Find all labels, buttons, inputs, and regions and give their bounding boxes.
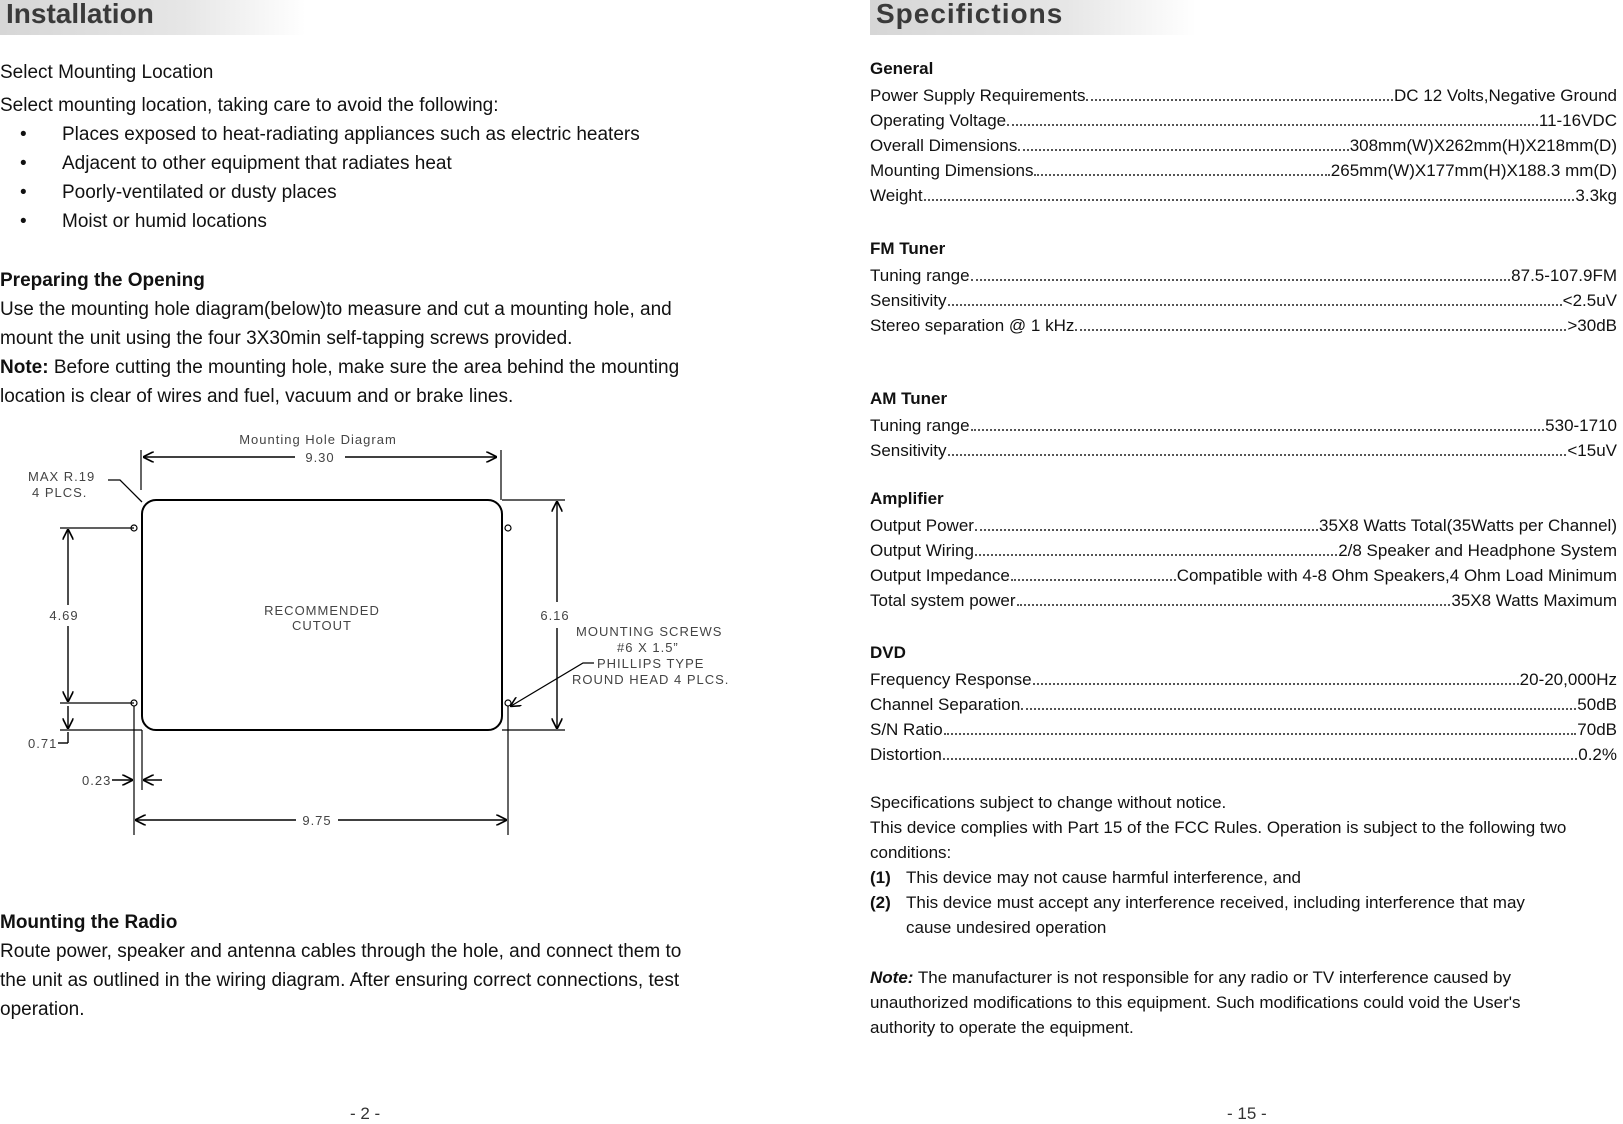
spec-group-title: AM Tuner: [870, 389, 948, 408]
note-line-1: [870, 965, 1623, 990]
note-line-1: [0, 357, 679, 379]
condition-number: (2): [870, 893, 891, 912]
spec-row: [870, 156, 1617, 181]
manufacturer-note: [870, 965, 1623, 1040]
spec-label: Tuning range: [870, 416, 970, 435]
spec-label: Sensitivity: [870, 291, 947, 310]
change-notice: Specifications subject to change without notice.: [870, 793, 1227, 812]
spec-value: 2/8 Speaker and Headphone System: [1338, 541, 1617, 560]
left-offset-label: 0.23: [82, 773, 112, 788]
note-line-2: unauthorized modifications to this equipment. Such modifications could void the User's: [870, 993, 1521, 1012]
screw-hole: [505, 525, 511, 531]
screws-label-3: PHILLIPS TYPE: [597, 656, 705, 671]
mounting-text-line-1: Route power, speaker and antenna cables through the hole, and connect them to: [0, 941, 682, 962]
mounting-hole-diagram: [0, 432, 760, 870]
spec-value: 0.2%: [1578, 745, 1617, 764]
spec-label: Frequency Response: [870, 670, 1032, 689]
note-text: The manufacturer is not responsible for any radio or TV interference caused by: [913, 968, 1511, 987]
spec-group-am-tuner: [870, 386, 1623, 461]
spec-label: Distortion: [870, 745, 942, 764]
spec-row: [870, 740, 1617, 765]
spec-value: 35X8 Watts Maximum: [1451, 591, 1617, 610]
spec-group-title: Amplifier: [870, 489, 944, 508]
spec-value: <15uV: [1567, 441, 1617, 460]
spec-label: S/N Ratio: [870, 720, 943, 739]
mounting-text-line-3: operation.: [0, 999, 85, 1020]
left-page: [0, 0, 760, 1123]
screw-hole: [505, 700, 511, 706]
spec-row: [870, 690, 1617, 715]
note-label: Note:: [0, 357, 49, 378]
bullet-mark: •: [20, 182, 27, 203]
spec-row: [870, 106, 1617, 131]
spec-group-amplifier: [870, 486, 1623, 611]
right-page: [870, 0, 1623, 1123]
spec-label: Sensitivity: [870, 441, 947, 460]
list-item: Moist or humid locations: [62, 211, 267, 232]
spec-row: [870, 665, 1617, 690]
spec-value: 308mm(W)X262mm(H)X218mm(D): [1349, 136, 1617, 155]
fcc-text-line-1: This device complies with Part 15 of the FCC Rules. Operation is subject to the following two: [870, 818, 1567, 837]
condition-text: This device may not cause harmful interference, and: [906, 868, 1301, 887]
spec-value: 265mm(W)X177mm(H)X188.3 mm(D): [1330, 161, 1617, 180]
list-item: Poorly-ventilated or dusty places: [62, 182, 337, 203]
spec-group-title: FM Tuner: [870, 239, 946, 258]
width-bottom-label: 9.75: [302, 813, 332, 828]
height-left-label: 4.69: [49, 608, 79, 623]
spec-label: Stereo separation @ 1 kHz: [870, 316, 1075, 335]
spec-row: [870, 286, 1617, 311]
spec-group-fm-tuner: [870, 236, 1623, 336]
spec-label: Tuning range: [870, 266, 970, 285]
select-location-intro: Select mounting location, taking care to avoid the following:: [0, 95, 499, 116]
note-line-2: location is clear of wires and fuel, vacuum and or brake lines.: [0, 386, 514, 407]
spec-value: 70dB: [1577, 720, 1617, 739]
diagram-title: Mounting Hole Diagram: [239, 432, 397, 447]
condition-2: [870, 890, 1623, 915]
spec-value: >30dB: [1567, 316, 1617, 335]
spec-row: [870, 536, 1617, 561]
spec-label: Output Power: [870, 516, 974, 535]
spec-row: [870, 81, 1617, 106]
spec-value: 50dB: [1577, 695, 1617, 714]
spec-label: Power Supply Requirements: [870, 86, 1086, 105]
spec-value: DC 12 Volts,Negative Ground: [1393, 86, 1617, 105]
spec-row: [870, 131, 1617, 156]
spec-value: 11-16VDC: [1538, 111, 1617, 130]
note-line-3: authority to operate the equipment.: [870, 1018, 1134, 1037]
bullet-mark: •: [20, 211, 27, 232]
spec-row: [870, 511, 1617, 536]
installation-heading: Installation: [0, 0, 306, 35]
fcc-text-line-2: conditions:: [870, 843, 952, 862]
list-item: Places exposed to heat-radiating appliances such as electric heaters: [62, 124, 640, 145]
bottom-offset-label: 0.71: [28, 736, 58, 751]
corner-radius-label-2: 4 PLCS.: [32, 485, 88, 500]
page-number: - 2 -: [350, 1104, 381, 1123]
mounting-title: Mounting the Radio: [0, 912, 178, 933]
spec-value: 87.5-107.9FM: [1511, 266, 1617, 285]
select-location-title: Select Mounting Location: [0, 62, 214, 83]
spec-label: Channel Separation: [870, 695, 1021, 714]
spec-row: [870, 715, 1617, 740]
condition-text: This device must accept any interference received, including interference that may: [906, 893, 1525, 912]
spec-group-general: [870, 56, 1623, 206]
note-text: Before cutting the mounting hole, make sure the area behind the mounting: [48, 357, 680, 378]
condition-2-continued: cause undesired operation: [906, 918, 1107, 937]
bullet-mark: •: [20, 124, 27, 145]
spec-value: 35X8 Watts Total(35Watts per Channel): [1319, 516, 1617, 535]
preparing-text-line-2: mount the unit using the four 3X30min self-tapping screws provided.: [0, 328, 573, 349]
preparing-title: Preparing the Opening: [0, 270, 205, 291]
spec-label: Output Impedance: [870, 566, 1010, 585]
leader-line: [108, 480, 142, 502]
spec-label: Total system power: [870, 591, 1016, 610]
preparing-text-line-1: Use the mounting hole diagram(below)to measure and cut a mounting hole, and: [0, 299, 672, 320]
spec-row: [870, 411, 1617, 436]
spec-label: Output Wiring: [870, 541, 974, 560]
spec-group-dvd: [870, 640, 1623, 765]
list-item: Adjacent to other equipment that radiates heat: [62, 153, 452, 174]
width-top-label: 9.30: [305, 450, 335, 465]
spec-value: 3.3kg: [1575, 186, 1617, 205]
corner-radius-label-1: MAX R.19: [28, 469, 96, 484]
spec-group-title: General: [870, 59, 934, 78]
spec-row: [870, 586, 1617, 611]
spec-label: Operating Voltage: [870, 111, 1007, 130]
condition-number: (1): [870, 868, 891, 887]
page-number: - 15 -: [1227, 1104, 1267, 1123]
specifications-heading: Specifictions: [870, 0, 1196, 35]
cutout-label-1: RECOMMENDED: [264, 603, 380, 618]
spec-row: [870, 561, 1617, 586]
bullet-mark: •: [20, 153, 27, 174]
spec-value: 530-1710: [1545, 416, 1617, 435]
spec-row: [870, 261, 1617, 286]
spec-label: Weight: [870, 186, 923, 205]
note-label: Note:: [870, 968, 914, 987]
spec-label: Overall Dimensions: [870, 136, 1018, 155]
spec-group-title: DVD: [870, 643, 906, 662]
cutout-label-2: CUTOUT: [292, 618, 352, 633]
spec-row: [870, 311, 1617, 336]
spec-value: Compatible with 4-8 Ohm Speakers,4 Ohm Load Minimum: [1176, 566, 1617, 585]
spec-row: [870, 181, 1617, 206]
screws-label-4: ROUND HEAD 4 PLCS.: [572, 672, 730, 687]
condition-1: [870, 865, 1623, 890]
spec-label: Mounting Dimensions: [870, 161, 1034, 180]
spec-row: [870, 436, 1617, 461]
screws-label-1: MOUNTING SCREWS: [576, 624, 723, 639]
mounting-text-line-2: the unit as outlined in the wiring diagram. After ensuring correct connections, test: [0, 970, 680, 991]
height-right-label: 6.16: [540, 608, 570, 623]
screws-label-2: #6 X 1.5”: [617, 640, 679, 655]
spec-value: <2.5uV: [1562, 291, 1617, 310]
spec-value: 20-20,000Hz: [1519, 670, 1617, 689]
fcc-notice: [870, 790, 1623, 940]
